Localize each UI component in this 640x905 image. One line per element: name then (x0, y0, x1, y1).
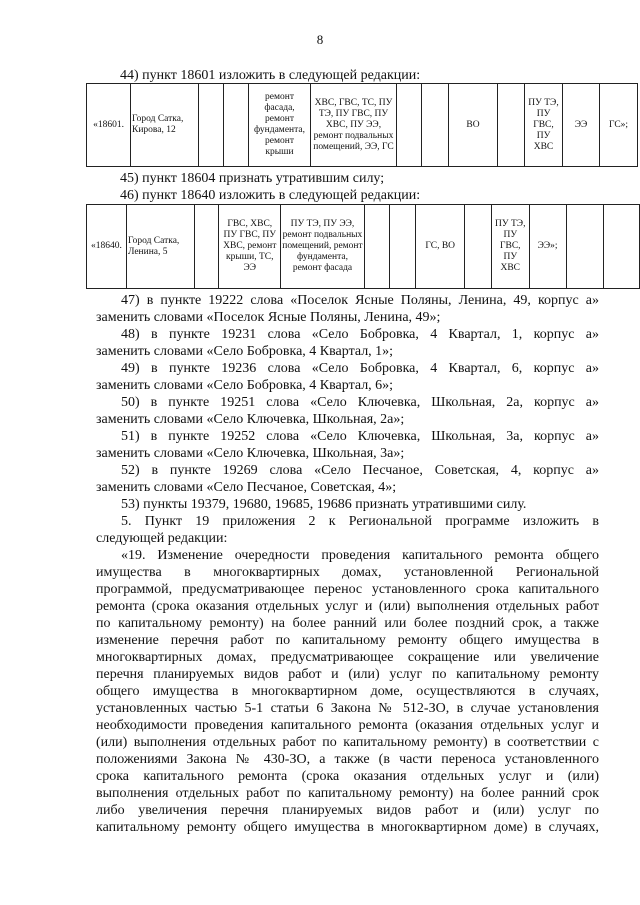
table-cell (465, 205, 492, 289)
table-cell: ВО (449, 84, 498, 167)
item-5-line-2: следующей редакции: (96, 531, 228, 546)
item-49-line-2: заменить словами «Село Бобровка, 4 Квартал, 6»; (96, 378, 394, 393)
para-19-line: «19. Изменение очередности проведения капитального ремонта общего (121, 548, 599, 563)
table-cell: ЭЭ»; (529, 205, 566, 289)
item-46: 46) пункт 18640 изложить в следующей редакции: (120, 188, 421, 203)
para-19-line: капитальному ремонту общего имущества в многоквартирном доме) в случаях, (96, 820, 599, 835)
item-53: 53) пункты 19379, 19680, 19685, 19686 признать утратившими силу. (121, 497, 527, 512)
table-cell (566, 205, 604, 289)
table-18640 (86, 204, 640, 289)
page-number: 8 (316, 32, 324, 47)
para-19-line: выполнения отдельных работ по капитальному ремонту) на более ранний срок (96, 786, 599, 801)
item-47-line-2: заменить словами «Поселок Ясные Поляны, Ленина, 49»; (96, 310, 441, 325)
table-cell (199, 84, 224, 167)
para-19-line: установленных частью 5-1 статьи 6 Закона № 512-ЗО, в случае установления (96, 701, 599, 716)
table-cell: ГС»; (600, 84, 638, 167)
table-cell: «18640. (87, 205, 127, 289)
table-cell: ХВС, ГВС, ТС, ПУ ТЭ, ПУ ГВС, ПУ ХВС, ПУ ЭЭ, ремонт подвальных помещений, ЭЭ, ГС (311, 84, 397, 167)
para-19-line: изменение перечня работ по капитальному ремонту общего имущества в (96, 633, 599, 648)
para-19-line: по капитальному ремонту) на более ранний или более поздний срок, а также (96, 616, 599, 631)
item-5-line-1: 5. Пункт 19 приложения 2 к Региональной программе изложить в (121, 514, 599, 529)
item-48-line-2: заменить словами «Село Бобровка, 4 Квартал, 1»; (96, 344, 394, 359)
para-19-line: либо увеличения перечня планируемых видов работ и (или) услуг по (96, 803, 599, 818)
table-cell (364, 205, 389, 289)
para-19-line: (или) выполнения отдельных работ по капитальному ремонту) в соответствии с (96, 735, 599, 750)
para-19-line: программой, предусматривающее перенос установленного срока капитального (96, 582, 599, 597)
table-cell: ГС, ВО (416, 205, 465, 289)
table-cell (194, 205, 219, 289)
table-cell (604, 205, 640, 289)
item-44: 44) пункт 18601 изложить в следующей редакции: (120, 68, 421, 83)
table-cell (498, 84, 525, 167)
para-19-line: необходимости проведения капитального ремонта (оказания отдельных услуг и (96, 718, 599, 733)
table-cell: ПУ ТЭ, ПУ ГВС, ПУ ХВС (491, 205, 529, 289)
table-cell: ремонт фасада, ремонт фундамента, ремонт крыши (249, 84, 311, 167)
table-cell: ГВС, ХВС, ПУ ГВС, ПУ ХВС, ремонт крыши, ТС, ЭЭ (219, 205, 281, 289)
item-49-line-1: 49) в пункте 19236 слова «Село Бобровка, 4 Квартал, 6, корпус а» (121, 361, 599, 376)
item-48-line-1: 48) в пункте 19231 слова «Село Бобровка, 4 Квартал, 1, корпус а» (121, 327, 599, 342)
para-19-line: перечня планируемых видов работ и (или) услуг по капитальному ремонту (96, 667, 599, 682)
table-cell: Город Сатка, Ленина, 5 (126, 205, 194, 289)
table-cell (389, 205, 416, 289)
item-51-line-2: заменить словами «Село Ключевка, Школьная, 3а»; (96, 446, 405, 461)
table-cell: «18601. (87, 84, 131, 167)
para-19-line: срока капитального ремонта (срока оказания отдельных услуг и (или) (96, 769, 599, 784)
para-19-line: ремонта (срока оказания отдельных услуг и (или) выполнения отдельных работ (96, 599, 599, 614)
item-47-line-1: 47) в пункте 19222 слова «Поселок Ясные Поляны, Ленина, 49, корпус а» (121, 293, 599, 308)
item-45: 45) пункт 18604 признать утратившим силу; (120, 171, 385, 186)
para-19-line: общего имущества в многоквартирном доме, осуществляются в случаях, (96, 684, 599, 699)
item-50-line-1: 50) в пункте 19251 слова «Село Ключевка, Школьная, 2а, корпус а» (121, 395, 599, 410)
item-51-line-1: 51) в пункте 19252 слова «Село Ключевка, Школьная, 3а, корпус а» (121, 429, 599, 444)
table-18601 (86, 83, 638, 167)
para-19-line: положениями Закона № 430-ЗО, а также (в части переноса установленного (96, 752, 599, 767)
table-cell (224, 84, 249, 167)
item-50-line-2: заменить словами «Село Ключевка, Школьная, 2а»; (96, 412, 405, 427)
table-cell: ПУ ТЭ, ПУ ЭЭ, ремонт подвальных помещений, ремонт фундамента, ремонт фасада (281, 205, 365, 289)
para-19-line: многоквартирных домах, предусматривающее сокращение или увеличение (96, 650, 599, 665)
para-19-line: имущества в многоквартирных домах, установленной Региональной (96, 565, 599, 580)
table-cell (397, 84, 422, 167)
table-cell: ПУ ТЭ, ПУ ГВС, ПУ ХВС (525, 84, 563, 167)
table-cell: Город Сатка, Кирова, 12 (131, 84, 199, 167)
table-cell: ЭЭ (563, 84, 600, 167)
table-cell (422, 84, 449, 167)
item-52-line-2: заменить словами «Село Песчаное, Советская, 4»; (96, 480, 397, 495)
item-52-line-1: 52) в пункте 19269 слова «Село Песчаное, Советская, 4, корпус а» (121, 463, 599, 478)
